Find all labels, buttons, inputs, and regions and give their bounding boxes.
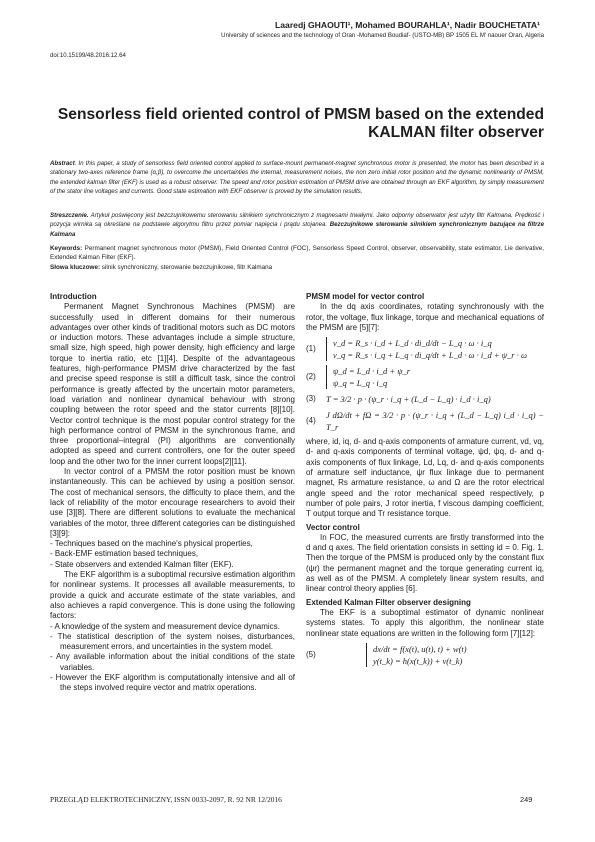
list-item: - Any available information about the initial conditions of the state variables.: [50, 652, 295, 672]
equation-line: ψ_d = L_d · i_d + ψ_r: [333, 366, 411, 377]
authors: Laaredj GHAOUTI¹, Mohamed BOURAHLA¹, Nadir BOUCHETATA¹: [275, 20, 540, 30]
techniques-list: [50, 539, 295, 570]
equation-line: v_d = R_s · i_d + L_d · di_d/dt − L_q · ω · i_q: [333, 338, 492, 349]
equation-number: (4): [306, 416, 316, 426]
equation-line: v_q = R_s · i_q + L_q · di_q/dt + L_d · ω · i_d + ψ_r · ω: [333, 350, 527, 361]
list-item: - Back-EMF estimation based techniques,: [50, 549, 199, 559]
equation-line: y(t_k) = h(x(t_k)) + v(t_k): [373, 655, 463, 666]
vector-control-heading: Vector control: [306, 522, 360, 532]
list-item: - State observers and extended Kalman filter (EKF).: [50, 559, 234, 569]
keywords-label: Keywords:: [50, 245, 83, 252]
doi[interactable]: doi:10.15199/48.2016.12.64: [50, 52, 126, 59]
list-item: - Techniques based on the machine's physical properties,: [50, 539, 253, 549]
equation-number: (5): [306, 649, 316, 659]
page-number: 249: [520, 795, 533, 804]
equation-5: [306, 643, 544, 667]
list-item: - However the EKF algorithm is computationally intensive and all of the steps involved require vector and matrix operations.: [50, 672, 295, 693]
equation-2: [306, 365, 544, 389]
left-column: [50, 292, 295, 694]
right-column: [306, 292, 544, 671]
intro-paragraph-3: The EKF algorithm is a suboptimal recursive estimation algorithm for nonlinear systems. It processes all available measurements, to provide a quick and accurate estimate of the state variables, and also achieves a rapid convergence. This is done using the following factors:: [50, 570, 295, 621]
equation-number: (2): [306, 372, 316, 382]
equation-1: [306, 337, 544, 361]
journal-footer: PRZEGLĄD ELEKTROTECHNICZNY, ISSN 0033-2097, R. 92 NR 12/2016: [50, 795, 282, 804]
abstract-label: Abstract: [50, 160, 75, 167]
model-paragraph: In the dq axis coordinates, rotating synchronously with the rotor, the voltage, flux linkage, torque and mechanical equations of the PMSM are [5][7]:: [306, 302, 544, 332]
keywords-pl-label: Słowa kluczowe:: [50, 263, 101, 271]
streszczenie-label: Streszczenie.: [50, 212, 89, 219]
equation-line: T = 3/2 · p · (ψ_r · i_q + (L_d − L_q) · i_d · i_q): [326, 394, 491, 405]
equation-number: (1): [306, 344, 316, 354]
equation-number: (3): [306, 394, 316, 404]
abstract-text: . In this paper, a study of sensorless field oriented control applied to surface-mount permanent-magnet synchronous motor is presented, the motor has been described in a stationary two-axes reference frame (α,β), to overcome the uncertainties the internal, measurement noises, the non zero initial rotor position and the dynamic nonlinearity of PMSM, the extended kalman filter (EKF) is used as a robust observer. The speed and rotor position estimation of PMSM drive are obtained through an EKF algorithm, by simply measurement of the stator line voltages and currents. Good state estimation with EKF observer is proved by the simulation results.: [50, 160, 544, 196]
streszczenie: [50, 211, 544, 239]
keywords-pl-text: silnik synchroniczny, sterowanie bezczujnikowe, filtr Kalmana: [100, 263, 273, 271]
ekf-heading: Extended Kalman Filter observer designing: [306, 597, 471, 607]
ekf-factors-list: [50, 622, 295, 694]
equation-line: ψ_q = L_q · i_q: [333, 378, 388, 389]
keywords-text: Permanent magnet synchronous motor (PMSM), Field Oriented Control (FOC), Sensorless Speed Control, observer, observability, state estimator, Lie derivative, Extended Kalman Filter (EKF).: [50, 245, 544, 262]
model-heading: PMSM model for vector control: [306, 292, 425, 301]
equation-4: [306, 409, 544, 433]
intro-heading: Introduction: [50, 292, 97, 301]
affiliation: University of sciences and the technology of Oran -Mohamed Boudiaf- (USTO-MB) BP 1505 EL M' naouer Oran, Algeria: [221, 32, 544, 39]
equation-3: [306, 393, 544, 405]
equation-line: J dΩ/dt + fΩ = 3/2 · p · (ψ_r · i_q + (L_d − L_q) i_d · i_q) − T_r: [326, 410, 544, 433]
intro-paragraph-1: Permanent Magnet Synchronous Machines (PMSM) are successfully used in different domains for their numerous advantages over other kinds of traditional motors such as DC motors or induction motors. These advantages include a simple structure, small size, high speed, high power density, high efficiency and large torque to inertia ratio, etc [1][4]. Despite of the advantageous features, high-performance PMSM drive characterized by the fast and precise speed response is still a difficult task, since the control performance is greatly affected by the uncertain motor parameters, load variation and nonlinear dynamical behaviour with strong coupling between the rotor speed and the stator currents [8][10]. Vector control technique is the most popular control strategy for the high performance control of PMSM in the synchronous frame, and three proportional–integral (PI) algorithms are conventionally adopted as speed and current controllers, one for the outer speed loop and the other two for the inner current loops[2][11].: [50, 302, 295, 466]
where-paragraph: where, id, iq, d- and q-axis components of armature current, vd, vq, d- and q-axis components of terminal voltage, ψd, ψq, d- and q-axis components of flux linkage, Ld, Lq, d- and q-axis components of armature self inductance, ψr flux linkage due to permanent magnet, Rs armature resistance, ω and Ω are the rotor electrical angle speed and the rotor mechanical speed respectively, p number of pole pairs, J rotor inertia, f viscous damping coefficient, T output torque and Tr resistance torque.: [306, 437, 544, 519]
list-item: - The statistical description of the system noises, disturbances, measurement errors, and uncertainties in the system model.: [50, 631, 295, 652]
paper-title: Sensorless field oriented control of PMSM based on the extended KALMAN filter observer: [57, 106, 544, 141]
abstract: [50, 159, 544, 197]
vector-control-paragraph: In FOC, the measured currents are firstly transformed into the d and q axes. The field orientation consists in setting id = 0. Fig. 1. Then the torque of the PMSM is produced only by the constant flux (ψr) the permanent magnet and the torque generating current iq, as well as of the PMSM. A completely linear system results, and linear control theory applies [6].: [306, 532, 544, 594]
streszczenie-title: Bezczujnikowe sterowanie silnikiem synchronicznym bazujące na filtrze Kalmana: [50, 221, 544, 238]
equation-line: dx/dt = f(x(t), u(t), t) + w(t): [373, 643, 467, 654]
intro-paragraph-2: In vector control of a PMSM the rotor position must be known instantaneously. This can be achieved by using a position sensor. The cost of mechanical sensors, the difficulty to place them, and the lack of reliability of the motor encourage researchers to avoid their use [3][8]. There are different solutions to evaluate the mechanical variables of the motor, three different categories can be distinguished [3][9]:: [50, 467, 295, 538]
keywords: [50, 244, 544, 272]
ekf-paragraph: The EKF is a suboptimal estimator of dynamic nonlinear systems states. To apply this algorithm, the nonlinear state nonlinear state equations are written in the following form [7][12]:: [306, 607, 544, 638]
streszczenie-text: Artykuł poświęcony jest bezczujnikowemu sterowaniu silnikiem synchronicznym z magnesami trwałymi. Jako odporny obserwator jest użyty filtr Kalmana. Prędkość i pozycja wirnika są określane na podstawie algorytmu filtru przez pomiar napięcia i prądu stojanea.: [50, 212, 544, 229]
list-item: - A knowledge of the system and measurement device dynamics.: [50, 621, 280, 631]
